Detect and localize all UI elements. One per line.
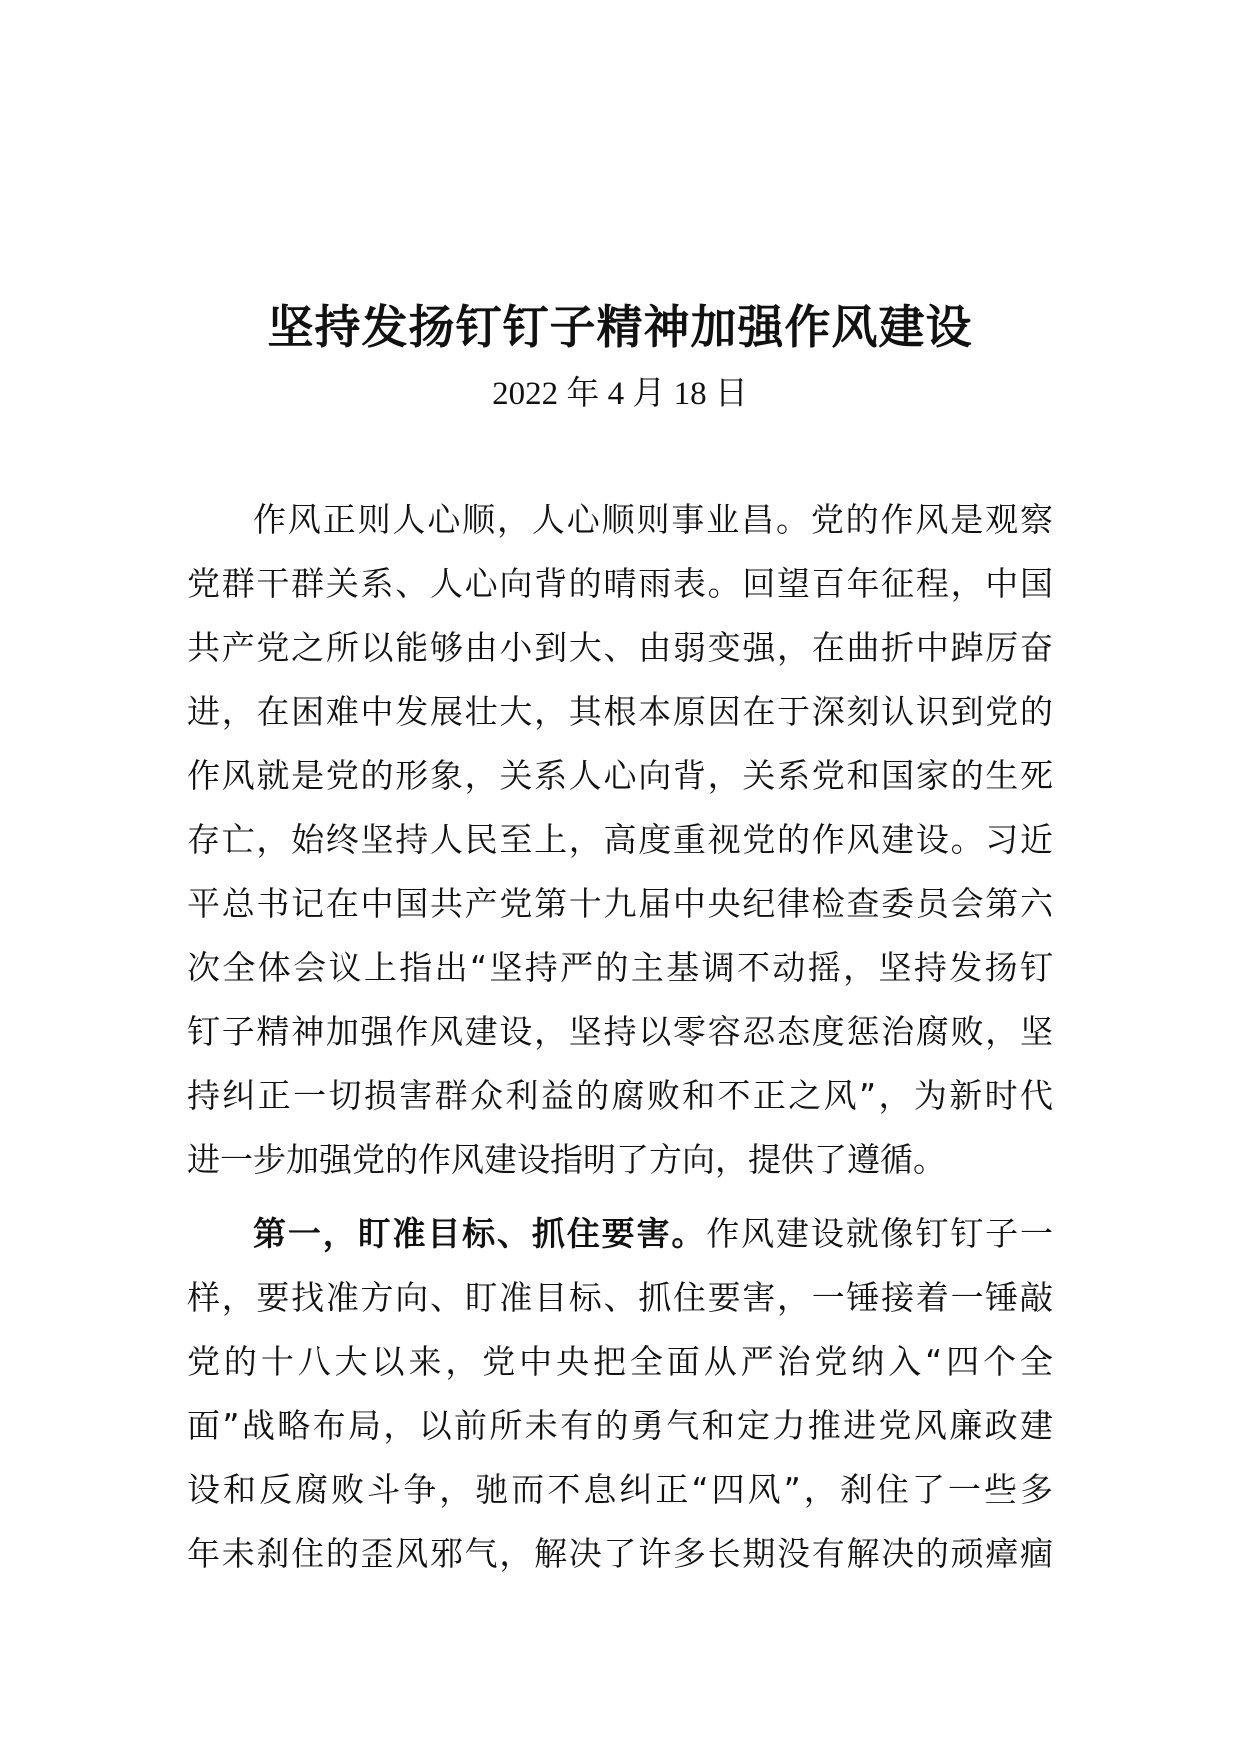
paragraph-line: 党群干群关系、人心向背的晴雨表。回望百年征程，中国 <box>187 564 1053 603</box>
paragraph-first-line <box>187 1202 1053 1266</box>
paragraph-2 <box>187 1202 1053 1586</box>
paragraph-line: 存亡，始终坚持人民至上，高度重视党的作风建设。习近 <box>187 820 1053 859</box>
section-heading: 第一，盯准目标、抓住要害。 <box>253 1214 707 1253</box>
paragraph-1 <box>187 488 1053 1192</box>
paragraph-line: 作风正则人心顺，人心顺则事业昌。党的作风是观察 <box>253 500 1053 539</box>
paragraph-line-text: 作风建设就像钉钉子一 <box>706 1214 1054 1253</box>
document-title: 坚持发扬钉钉子精神加强作风建设 <box>267 300 973 354</box>
paragraph-line: 平总书记在中国共产党第十九届中央纪律检查委员会第六 <box>187 884 1053 923</box>
paragraph-line: 持纠正一切损害群众利益的腐败和不正之风”，为新时代 <box>187 1076 1053 1115</box>
paragraph-line: 设和反腐败斗争，驰而不息纠正“四风”，刹住了一些多 <box>187 1470 1053 1509</box>
document-date: 2022 年 4 月 18 日 <box>492 376 748 412</box>
paragraph-line: 钉子精神加强作风建设，坚持以零容忍态度惩治腐败，坚 <box>187 1012 1053 1051</box>
paragraph-spacer <box>187 1192 1053 1202</box>
document-body <box>187 488 1053 1586</box>
paragraph-line: 共产党之所以能够由小到大、由弱变强，在曲折中踔厉奋 <box>187 628 1053 667</box>
paragraph-line: 进一步加强党的作风建设指明了方向，提供了遵循。 <box>187 1140 946 1179</box>
paragraph-line: 党的十八大以来，党中央把全面从严治党纳入“四个全 <box>187 1342 1053 1381</box>
paragraph-line: 面”战略布局，以前所未有的勇气和定力推进党风廉政建 <box>187 1406 1053 1445</box>
paragraph-line: 样，要找准方向、盯准目标、抓住要害，一锤接着一锤敲 <box>187 1278 1053 1317</box>
paragraph-line: 作风就是党的形象，关系人心向背，关系党和国家的生死 <box>187 756 1053 795</box>
paragraph-line: 次全体会议上指出“坚持严的主基调不动摇，坚持发扬钉 <box>187 948 1053 987</box>
paragraph-line: 年未刹住的歪风邪气，解决了许多长期没有解决的顽瘴痼 <box>187 1534 1053 1573</box>
paragraph-line: 进，在困难中发展壮大，其根本原因在于深刻认识到党的 <box>187 692 1053 731</box>
